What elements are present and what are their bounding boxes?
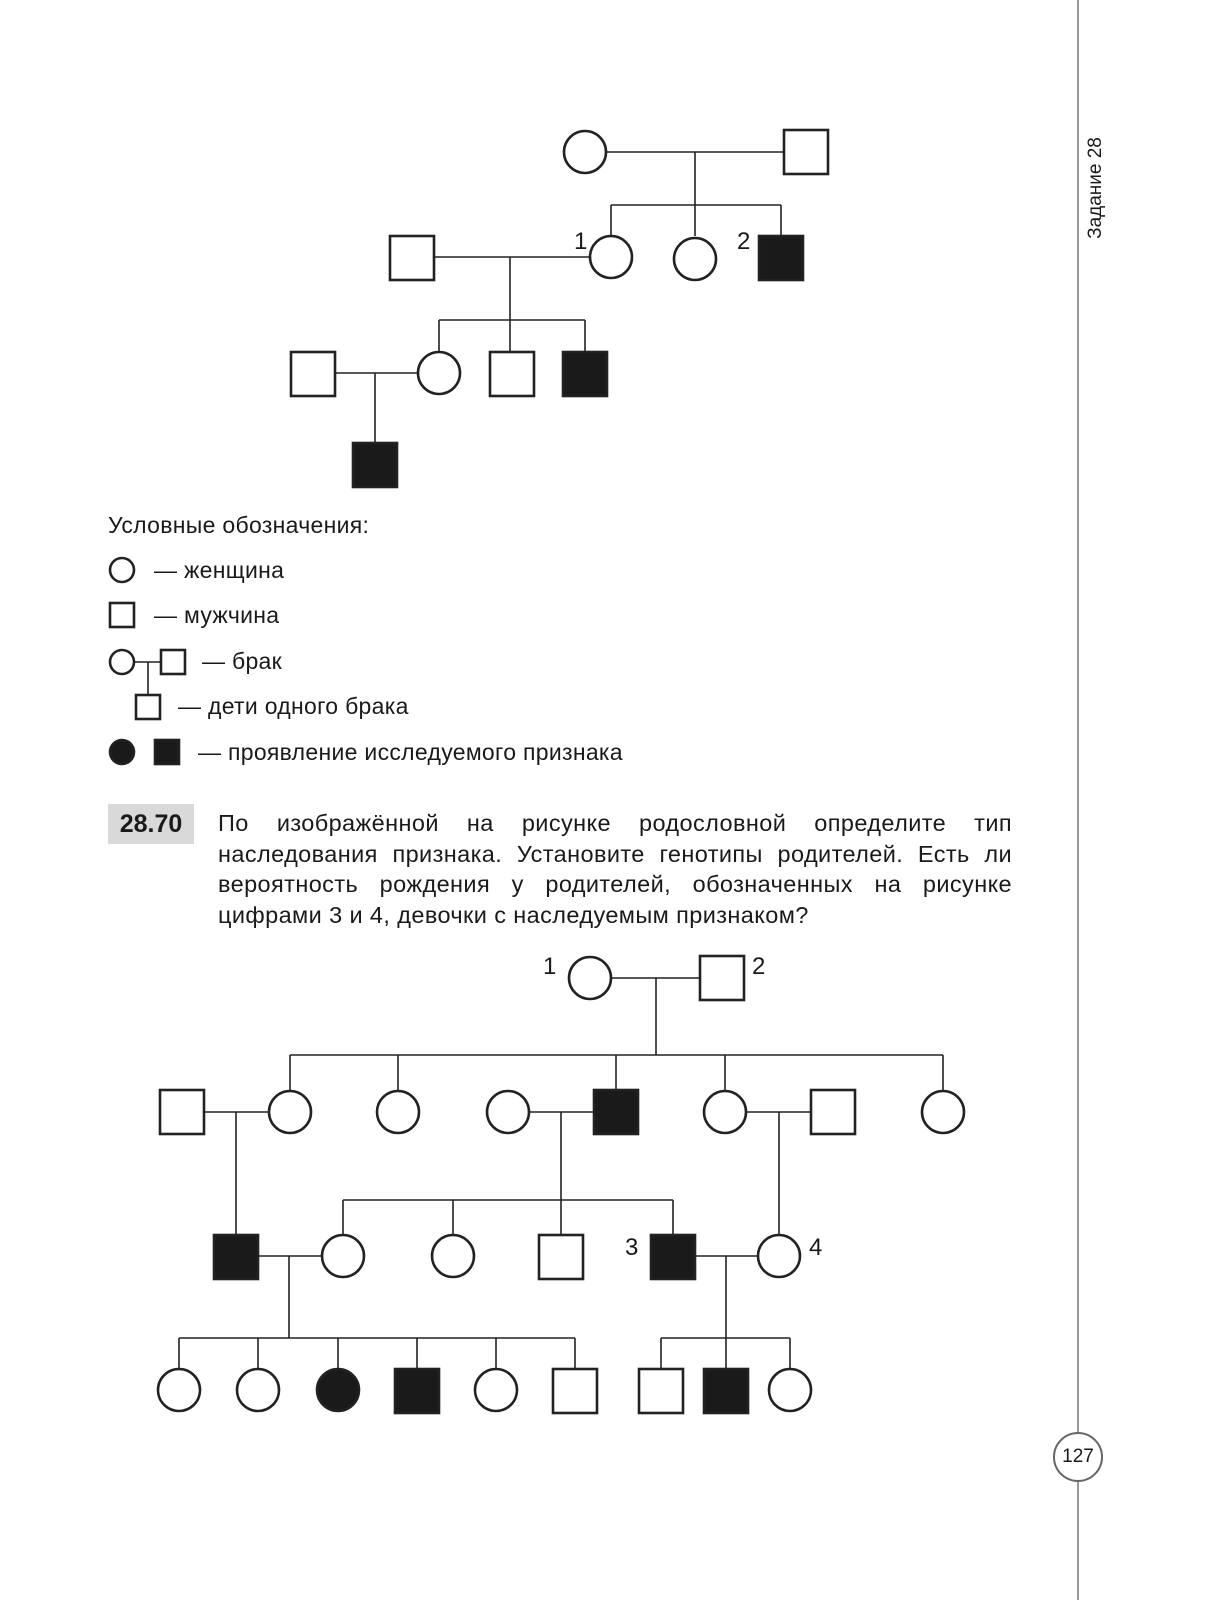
section-label-text: Задание 28 xyxy=(1085,137,1106,239)
legend-text: — дети одного брака xyxy=(178,693,409,719)
figure-2-label-2: 2 xyxy=(752,953,766,980)
figure-2-label-1: 1 xyxy=(543,953,557,980)
pedigree-female xyxy=(432,1235,474,1277)
figure-2-label-3: 3 xyxy=(625,1234,639,1261)
pedigree-female xyxy=(158,1369,200,1411)
pedigree-male-affected xyxy=(594,1090,638,1134)
pedigree-male xyxy=(700,956,744,1000)
pedigree-male-affected xyxy=(214,1235,258,1279)
pedigree-male xyxy=(160,1090,204,1134)
legend-text: — женщина xyxy=(154,557,285,583)
pedigree-female xyxy=(569,957,611,999)
figure-1-label-2: 2 xyxy=(737,228,751,255)
figure-2-label-4: 4 xyxy=(809,1234,823,1261)
pedigree-male xyxy=(639,1369,683,1413)
page-number: 127 xyxy=(1053,1432,1103,1482)
task-number: 28.70 xyxy=(108,804,194,844)
legend-title: Условные обозначения: xyxy=(108,512,370,538)
pedigree-female xyxy=(769,1369,811,1411)
pedigree-female xyxy=(237,1369,279,1411)
pedigree-female xyxy=(269,1091,311,1133)
pedigree-female-affected xyxy=(317,1369,359,1411)
legend-text: — проявление исследуемого признака xyxy=(198,739,623,765)
task-text: По изображённой на рисунке родословной определите тип наследования признака. Установите генотипы родителей. Есть ли вероятность рождения у родителей, обозначенных на рисунке цифрами 3 и 4, девочки с наследуемым признаком? xyxy=(218,810,1012,928)
pedigree-male xyxy=(811,1090,855,1134)
pedigree-female xyxy=(487,1091,529,1133)
pedigree-female xyxy=(922,1091,964,1133)
pedigree-male xyxy=(553,1369,597,1413)
pedigree-male-affected-3 xyxy=(651,1235,695,1279)
pedigree-female xyxy=(704,1091,746,1133)
pedigree-male-affected xyxy=(395,1369,439,1413)
pedigree-female xyxy=(322,1235,364,1277)
pedigree-female-4 xyxy=(758,1235,800,1277)
pedigree-female xyxy=(377,1091,419,1133)
legend-text: — брак xyxy=(202,648,283,674)
legend-text: — мужчина xyxy=(154,602,280,628)
pedigree-female xyxy=(475,1369,517,1411)
margin-rule xyxy=(1077,0,1079,1600)
pedigree-male-affected xyxy=(704,1369,748,1413)
pedigree-male xyxy=(539,1235,583,1279)
figure-1-label-1: 1 xyxy=(574,228,588,255)
